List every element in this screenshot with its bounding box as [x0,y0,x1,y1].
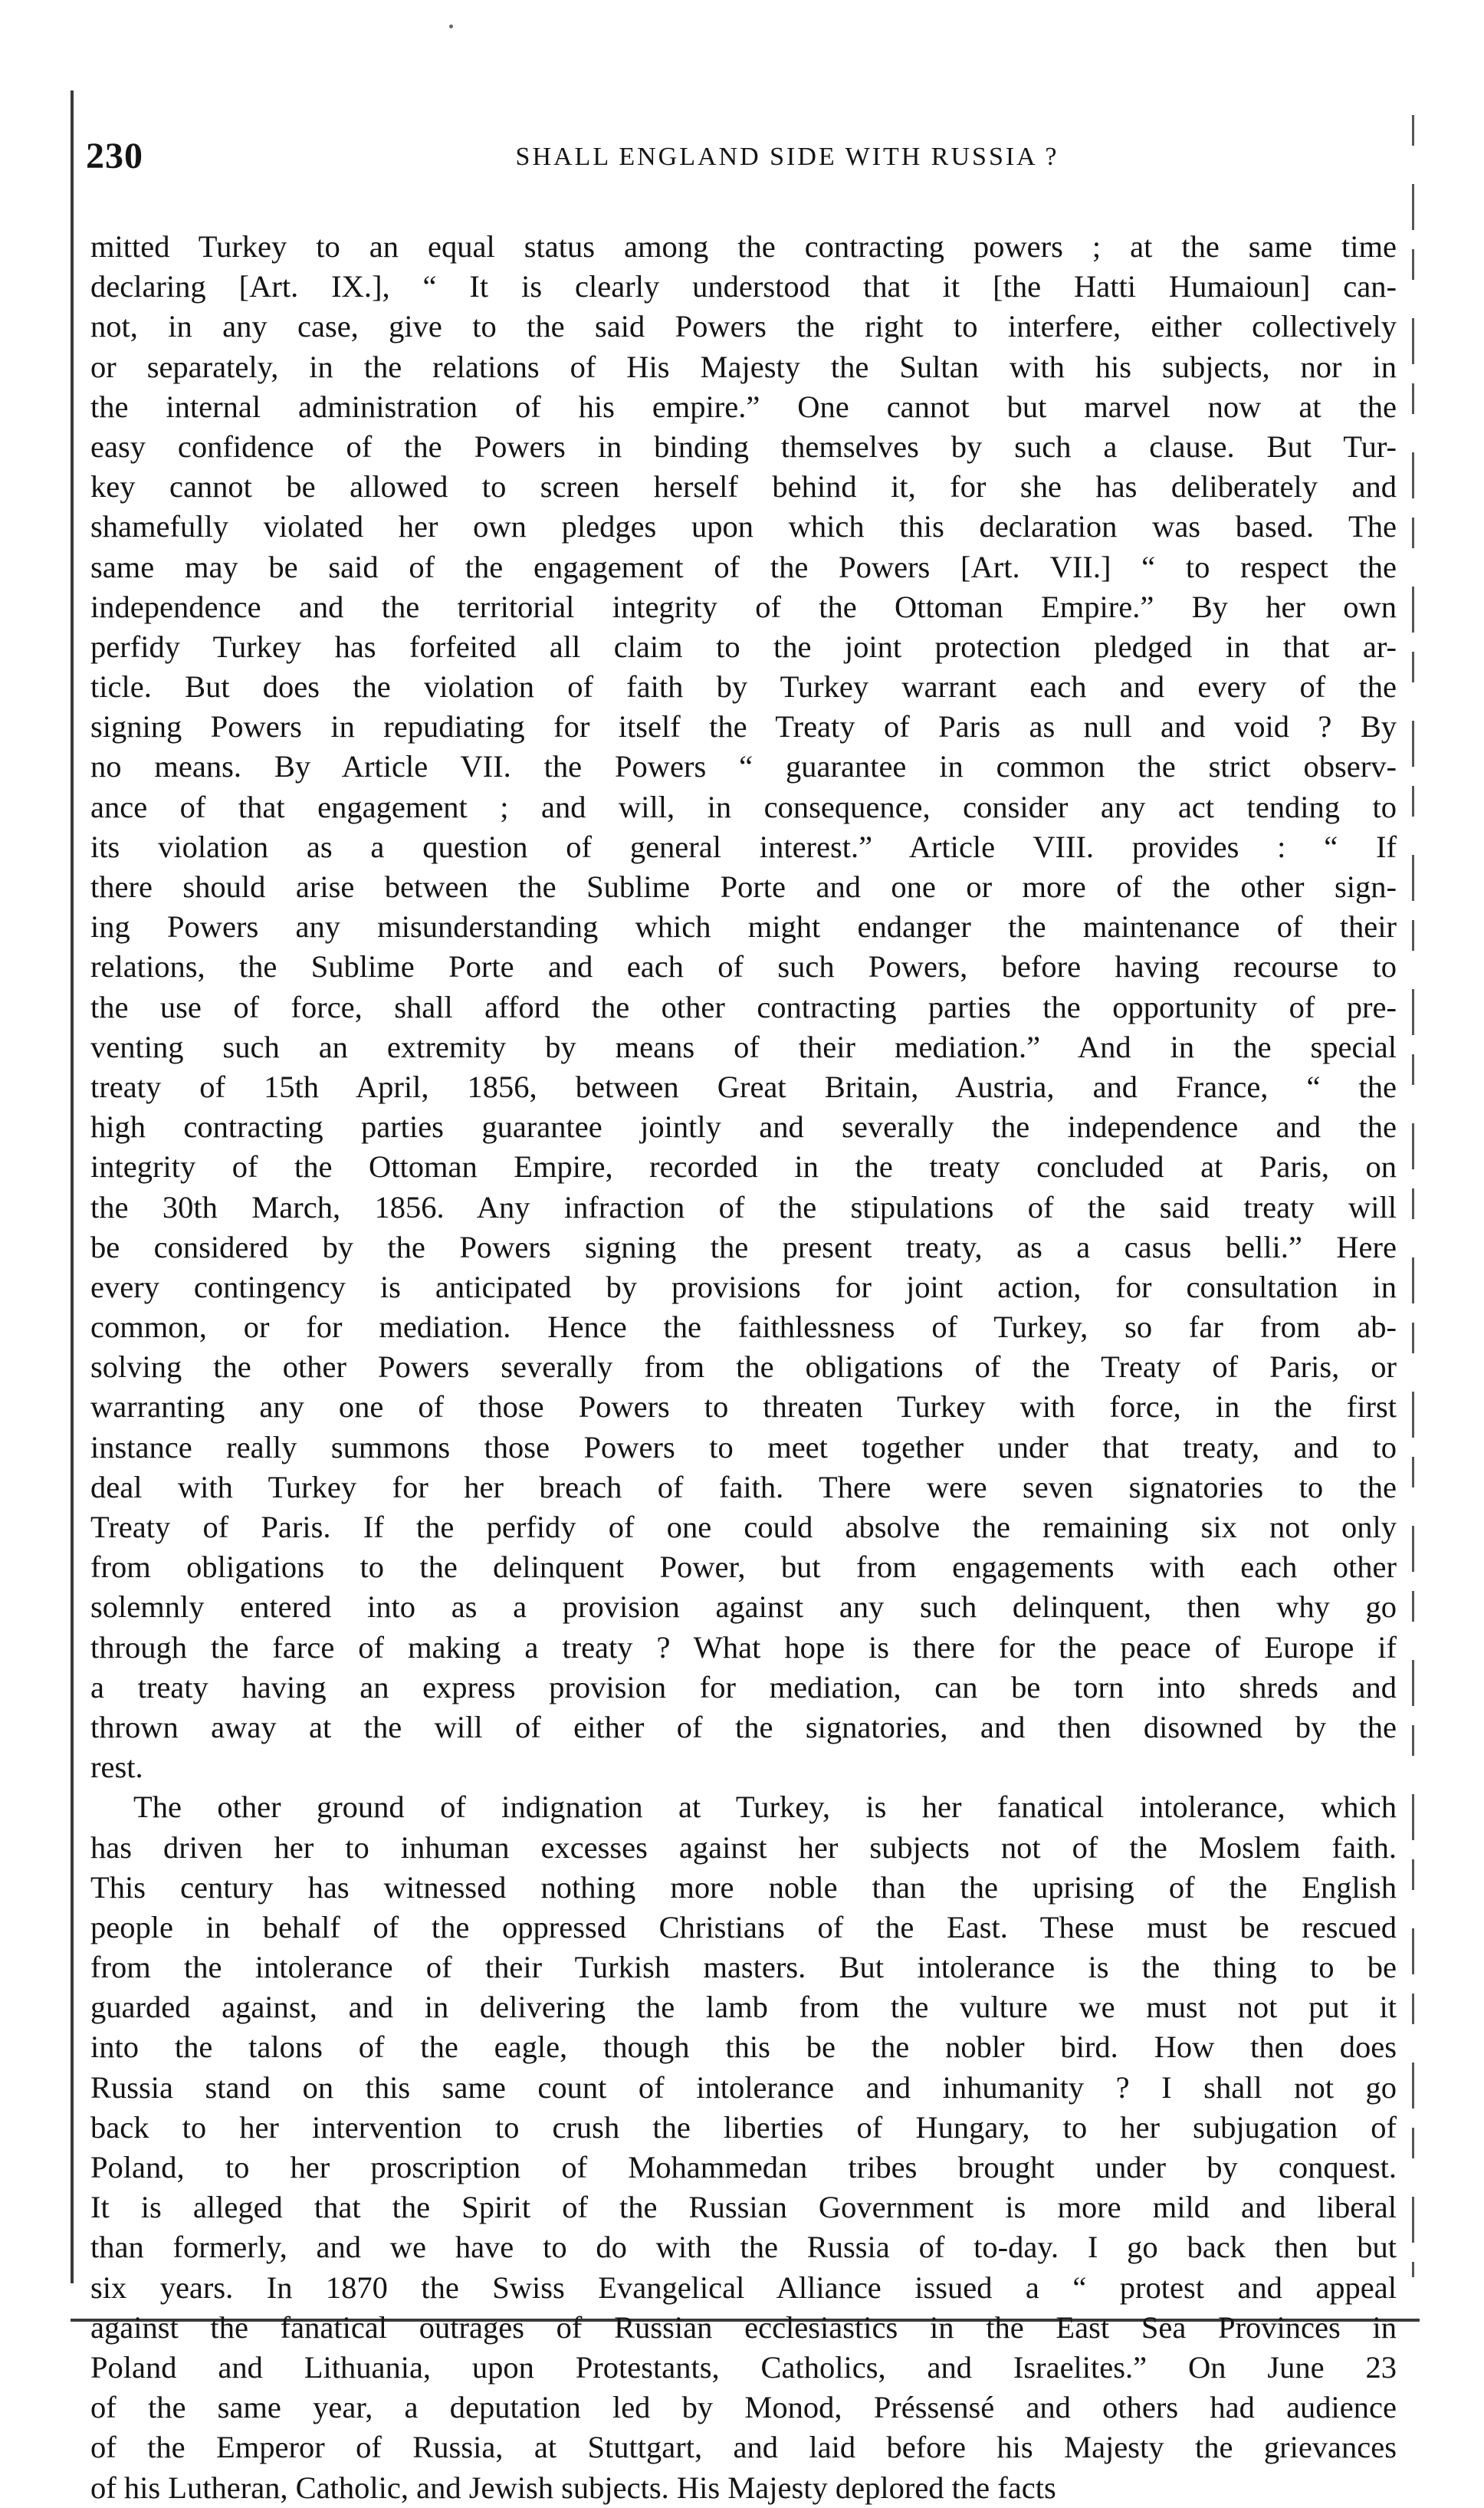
text-line: from obligations to the delinquent Power, but from engagements with each other [90,1550,1397,1585]
text-line: has driven her to inhuman excesses against her subjects not of the Moslem faith. [90,1829,1397,1865]
text-line: integrity of the Ottoman Empire, recorded in the treaty concluded at Paris, on [90,1149,1397,1185]
text-line: treaty of 15th April, 1856, between Great Britain, Austria, and France, “ the [90,1069,1397,1104]
text-line: shamefully violated her own pledges upon which this declaration was based. The [90,509,1397,544]
text-line: the 30th March, 1856. Any infraction of the stipulations of the said treaty will [90,1189,1397,1224]
text-line: ing Powers any misunderstanding which might endanger the maintenance of their [90,909,1397,945]
text-line: its violation as a question of general interest.” Article VIII. provides : “ If [90,829,1397,864]
page-number: 230 [86,136,143,176]
text-line: the internal administration of his empire.” One cannot but marvel now at the [90,389,1397,424]
text-line: no means. By Article VII. the Powers “ guarantee in common the strict observ- [90,749,1397,784]
text-line: It is alleged that the Spirit of the Russian Government is more mild and liberal [90,2190,1397,2225]
text-line: solemnly entered into as a provision against any such delinquent, then why go [90,1589,1397,1625]
text-line: relations, the Sublime Porte and each of such Powers, before having recourse to [90,949,1397,984]
text-line: than formerly, and we have to do with the Russia of to-day. I go back then but [90,2230,1397,2265]
text-line: key cannot be allowed to screen herself behind it, for she has deliberately and [90,469,1397,505]
text-line: guarded against, and in delivering the lamb from the vulture we must not put it [90,1990,1397,2025]
text-line: of the same year, a deputation led by Monod, Préssensé and others had audience [90,2390,1397,2425]
text-line: of the Emperor of Russia, at Stuttgart, and laid before his Majesty the grievances [90,2430,1397,2465]
text-line: a treaty having an express provision for mediation, can be torn into shreds and [90,1669,1397,1704]
text-line: back to her intervention to crush the liberties of Hungary, to her subjugation of [90,2109,1397,2145]
text-line: be considered by the Powers signing the present treaty, as a casus belli.” Here [90,1229,1397,1264]
text-line: Poland, to her proscription of Mohammedan tribes brought under by conquest. [90,2150,1397,2184]
text-line: The other ground of indignation at Turkey, is her fanatical intolerance, which [133,1790,1397,1825]
text-line: independence and the territorial integrity of the Ottoman Empire.” By her own [90,589,1397,624]
text-line: same may be said of the engagement of the Powers [Art. VII.] “ to respect the [90,549,1397,584]
running-head: SHALL ENGLAND SIDE WITH RUSSIA ? [515,143,1059,171]
text-line: of his Lutheran, Catholic, and Jewish subjects. His Majesty deplored the facts [90,2470,1056,2505]
page-header [86,135,1404,184]
text-line: or separately, in the relations of His Majesty the Sultan with his subjects, nor in [90,349,1397,384]
text-line: This century has witnessed nothing more noble than the uprising of the English [90,1869,1397,1905]
text-line: every contingency is anticipated by provisions for joint action, for consultation in [90,1269,1397,1304]
text-line: Treaty of Paris. If the perfidy of one could absolve the remaining six not only [90,1510,1397,1544]
text-line: from the intolerance of their Turkish masters. But intolerance is the thing to be [90,1950,1397,1985]
right-border-rule [1412,115,1414,2277]
text-line: not, in any case, give to the said Powers the right to interfere, either collectively [90,309,1397,344]
text-line: deal with Turkey for her breach of faith. There were seven signatories to the [90,1469,1397,1504]
text-line: instance really summons those Powers to meet together under that treaty, and to [90,1429,1397,1464]
text-line: there should arise between the Sublime Porte and one or more of the other sign- [90,869,1397,904]
body-text [90,227,1397,2508]
text-line: against the fanatical outrages of Russian ecclesiastics in the East Sea Provinces in [90,2309,1397,2345]
text-line: Russia stand on this same count of intolerance and inhumanity ? I shall not go [90,2069,1397,2105]
text-line: easy confidence of the Powers in binding themselves by such a clause. But Tur- [90,429,1397,464]
text-line: common, or for mediation. Hence the faithlessness of Turkey, so far from ab- [90,1310,1397,1345]
text-line: high contracting parties guarantee jointly and severally the independence and the [90,1109,1397,1145]
text-line: thrown away at the will of either of the signatories, and then disowned by the [90,1709,1397,1744]
text-line: signing Powers in repudiating for itself the Treaty of Paris as null and void ? By [90,709,1397,745]
text-line: people in behalf of the oppressed Christians of the East. These must be rescued [90,1909,1397,1944]
text-line: ticle. But does the violation of faith by Turkey warrant each and every of the [90,669,1397,705]
text-line: into the talons of the eagle, though this be the nobler bird. How then does [90,2030,1397,2065]
text-line: perfidy Turkey has forfeited all claim to the joint protection pledged in that ar- [90,629,1397,664]
left-border-rule [71,90,74,2283]
text-line: rest. [90,1750,143,1785]
text-line: declaring [Art. IX.], “ It is clearly understood that it [the Hatti Humaioun] can- [90,269,1397,304]
text-line: mitted Turkey to an equal status among the contracting powers ; at the same time [90,229,1397,264]
text-line: ance of that engagement ; and will, in consequence, consider any act tending to [90,789,1397,824]
text-line: solving the other Powers severally from the obligations of the Treaty of Paris, or [90,1349,1397,1385]
print-speck [449,25,453,28]
text-line: six years. In 1870 the Swiss Evangelical Alliance issued a “ protest and appeal [90,2270,1397,2305]
text-line: warranting any one of those Powers to threaten Turkey with force, in the first [90,1389,1397,1425]
text-line: Poland and Lithuania, upon Protestants, Catholics, and Israelites.” On June 23 [90,2349,1397,2385]
text-line: venting such an extremity by means of their mediation.” And in the special [90,1029,1397,1064]
text-line: the use of force, shall afford the other contracting parties the opportunity of pre- [90,989,1397,1024]
text-line: through the farce of making a treaty ? What hope is there for the peace of Europe if [90,1629,1397,1665]
